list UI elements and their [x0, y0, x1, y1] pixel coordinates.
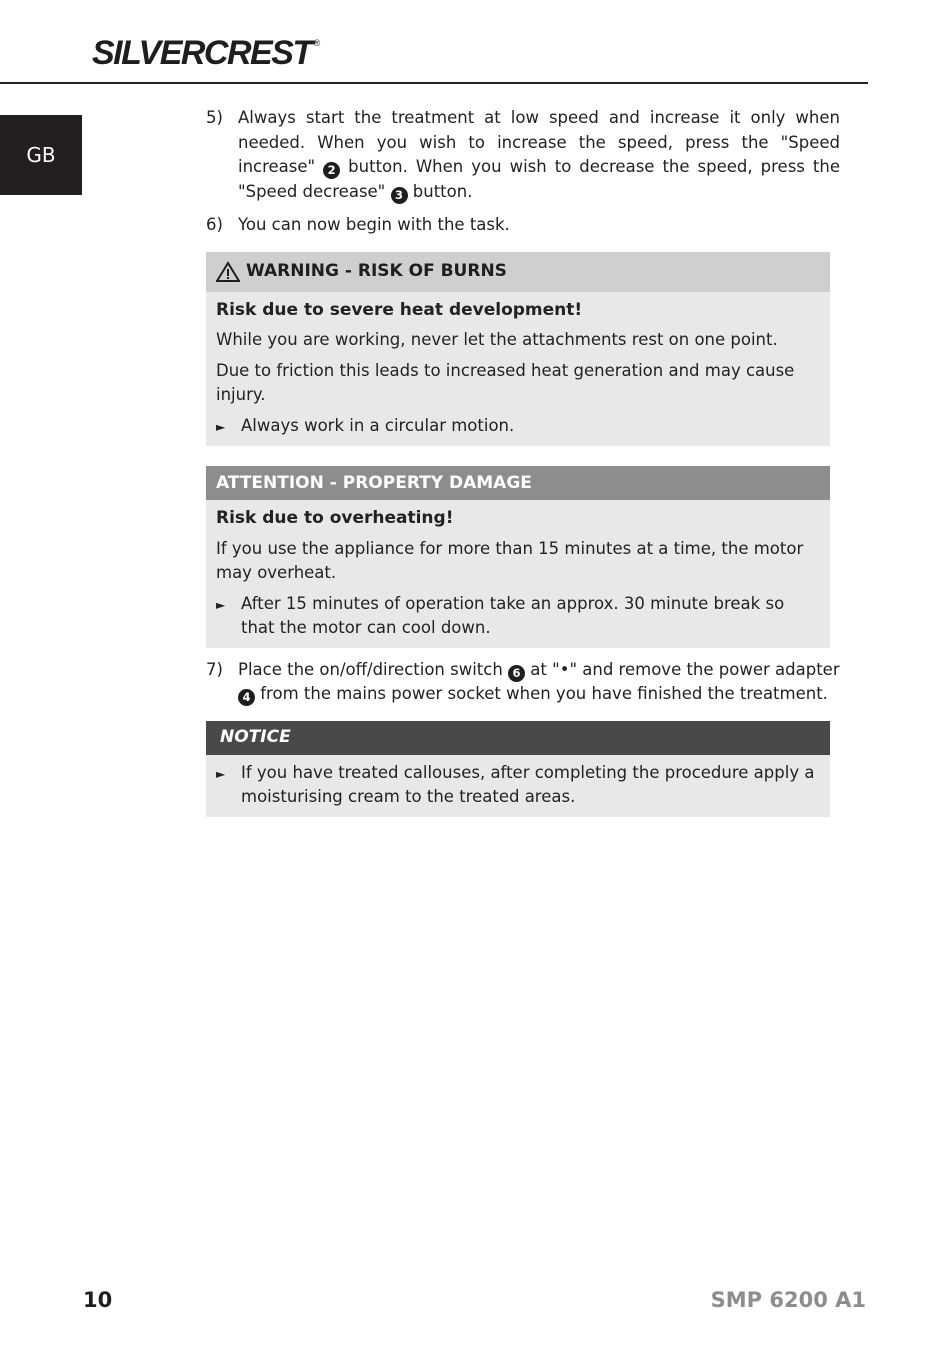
page-number: 10	[83, 1288, 113, 1312]
warning-risk: Risk due to severe heat development!	[216, 299, 583, 320]
ref-badge-2: 2	[323, 162, 340, 179]
ref-badge-3: 3	[391, 187, 408, 204]
step-5	[206, 106, 840, 204]
brand-logo: SILVERCREST ®	[92, 34, 321, 72]
warning-body	[206, 292, 830, 447]
notice-bullet: ► If you have treated callouses, after completing the procedure apply a moisturising cream to the treated areas.	[216, 761, 820, 810]
step-text: Place the on/off/direction switch 6 at "•" and remove the power adapter 4 from the mains power socket when you have finished the treatment.	[238, 659, 840, 704]
main-content	[206, 106, 840, 817]
notice-header: NOTICE	[206, 721, 830, 755]
notice-box	[206, 721, 830, 817]
attention-risk: Risk due to overheating!	[216, 508, 454, 528]
header-rule	[0, 82, 868, 84]
attention-bullet: ► After 15 minutes of operation take an approx. 30 minute break so that the motor can cool down.	[216, 592, 820, 641]
attention-header: ATTENTION - PROPERTY DAMAGE	[206, 466, 830, 500]
attention-box	[206, 466, 830, 648]
step-text: You can now begin with the task.	[238, 215, 510, 234]
warning-line: Due to friction this leads to increased heat generation and may cause injury.	[216, 360, 795, 404]
warning-title: WARNING - RISK OF BURNS	[246, 261, 507, 282]
warning-triangle-icon	[216, 261, 240, 283]
step-6	[206, 213, 840, 238]
model-number: SMP 6200 A1	[710, 1288, 866, 1312]
warning-box	[206, 252, 830, 447]
bullet-arrow-icon: ►	[216, 766, 226, 781]
attention-body	[206, 500, 830, 648]
ref-badge-4: 4	[238, 689, 255, 706]
step-number: 5)	[206, 108, 223, 127]
step-text: Always start the treatment at low speed and increase it only when needed. When you wish to increase the speed, press the "Speed increase" 2 button. When you wish to decrease the speed, press the "Speed decrease" 3 button.	[238, 108, 840, 202]
step-number: 7)	[206, 659, 223, 679]
language-tab: GB	[0, 115, 82, 195]
notice-body	[206, 755, 830, 817]
bullet-arrow-icon: ►	[216, 597, 226, 612]
bullet-arrow-icon: ►	[216, 419, 226, 434]
warning-line: While you are working, never let the attachments rest on one point.	[216, 330, 778, 349]
step-number: 6)	[206, 215, 223, 234]
warning-header	[206, 252, 830, 292]
attention-line: If you use the appliance for more than 15 minutes at a time, the motor may overheat.	[216, 538, 804, 582]
step-7	[206, 658, 840, 707]
ref-badge-6: 6	[508, 665, 525, 682]
warning-bullet: ► Always work in a circular motion.	[216, 414, 820, 440]
